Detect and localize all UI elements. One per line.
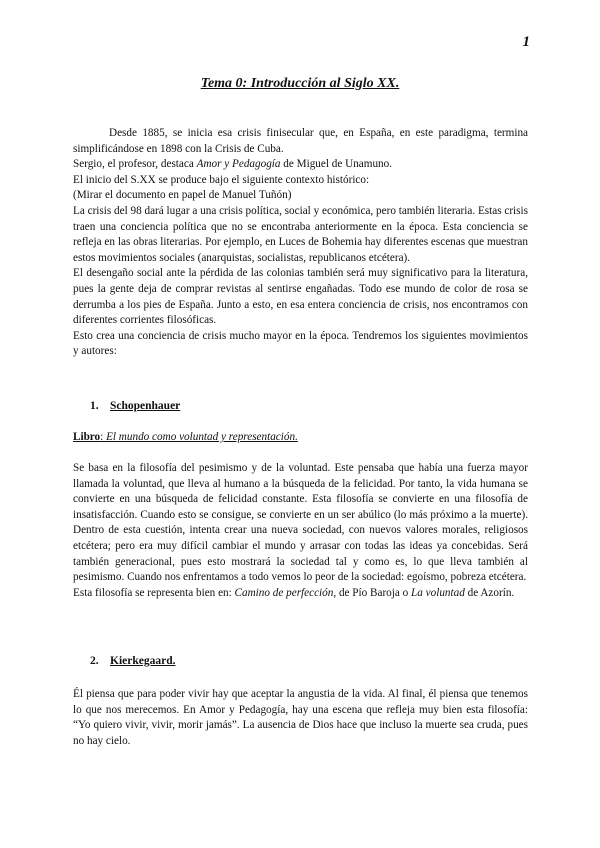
schopenhauer-paragraph: Se basa en la filosofía del pesimismo y de la voluntad. Este pensaba que había una fuerza mayor llamada la voluntad, que lleva al humano a la búsqueda de la felicidad. Por tanto, la vida humana se convierte en una búsqueda de felicidad constante. Esta filosofía se convierte en una filosofía de insatisfacción. Cuando esto se consigue, se convierte en un ser abúlico (lo más próximo a la muerte). Dentro de esta cuestión, intenta crear una nueva sociedad, con nuevos valores morales, religiosos etcétera; pero era muy difícil cambiar el mundo y arrasar con todas las ideas ya concebidas. Será también generacional, pues esto mostrará la sociedad tal y como es, lo que lleva también al pesimismo. Cuando nos enfrentamos a todo vemos lo peor de la sociedad: egoísmo, pobreza etcétera. — [73, 462, 528, 584]
document-title: Tema 0: Introducción al Siglo XX. — [200, 76, 400, 91]
intro-paragraph-1: Desde 1885, se inicia esa crisis finisecular que, en España, en este paradigma, termina simplificándose en 1898 con la Crisis de Cuba. — [73, 127, 528, 155]
kierkegaard-section — [73, 687, 528, 749]
intro-section — [73, 126, 528, 360]
libro-line: Libro: El mundo como voluntad y representación. — [73, 431, 298, 443]
kierkegaard-paragraph: Él piensa que para poder vivir hay que aceptar la angustia de la vida. Al final, él piensa que tenemos lo que nos merecemos. En Amor y Pedagogía, hay una escena que refleja muy bien esta filosofía: “Yo quiero vivir, vivir, morir jamás”. La ausencia de Dios hace que incluso la muerte sea cruda, pues no hay cielo. — [73, 688, 528, 747]
intro-paragraph-6: El desengaño social ante la pérdida de las colonias también será muy significativo para la literatura, pues la gente deja de comprar revistas al sentirse engañadas. Todo ese mundo de color de rosa se derrumba a los pies de España. Junto a esto, en esa entera conciencia de crisis, nos encontramos con diferentes corrientes filosóficas. — [73, 267, 528, 327]
intro-paragraph-7: Esto crea una conciencia de crisis mucho mayor en la época. Tendremos los siguientes movimientos y autores: — [73, 329, 528, 358]
schopenhauer-section — [73, 461, 528, 601]
page-number: 1 — [522, 34, 530, 50]
intro-paragraph-3: El inicio del S.XX se produce bajo el siguiente contexto histórico: — [73, 173, 370, 186]
intro-paragraph-2: Sergio, el profesor, destaca Amor y Pedagogía de Miguel de Unamuno. — [73, 158, 393, 171]
intro-paragraph-4: (Mirar el documento en papel de Manuel Tuñón) — [73, 189, 292, 202]
section-heading-schopenhauer: 1. Schopenhauer — [90, 400, 181, 412]
section-heading-kierkegaard: 2. Kierkegaard. — [90, 655, 176, 667]
schopenhauer-representation: Esta filosofía se representa bien en: Camino de perfección, de Pío Baroja o La voluntad de Azorín. — [73, 586, 515, 599]
intro-paragraph-5: La crisis del 98 dará lugar a una crisis política, social y económica, pero también literaria. Estas crisis traen una conciencia política que no se encontraba anteriormente en la época. Esta conciencia se refleja en las obras literarias. Por ejemplo, en Luces de Bohemia hay diferentes escenas que muestran estos movimientos sociales (anarquistas, socialistas, republicanos etcétera). — [73, 204, 528, 264]
